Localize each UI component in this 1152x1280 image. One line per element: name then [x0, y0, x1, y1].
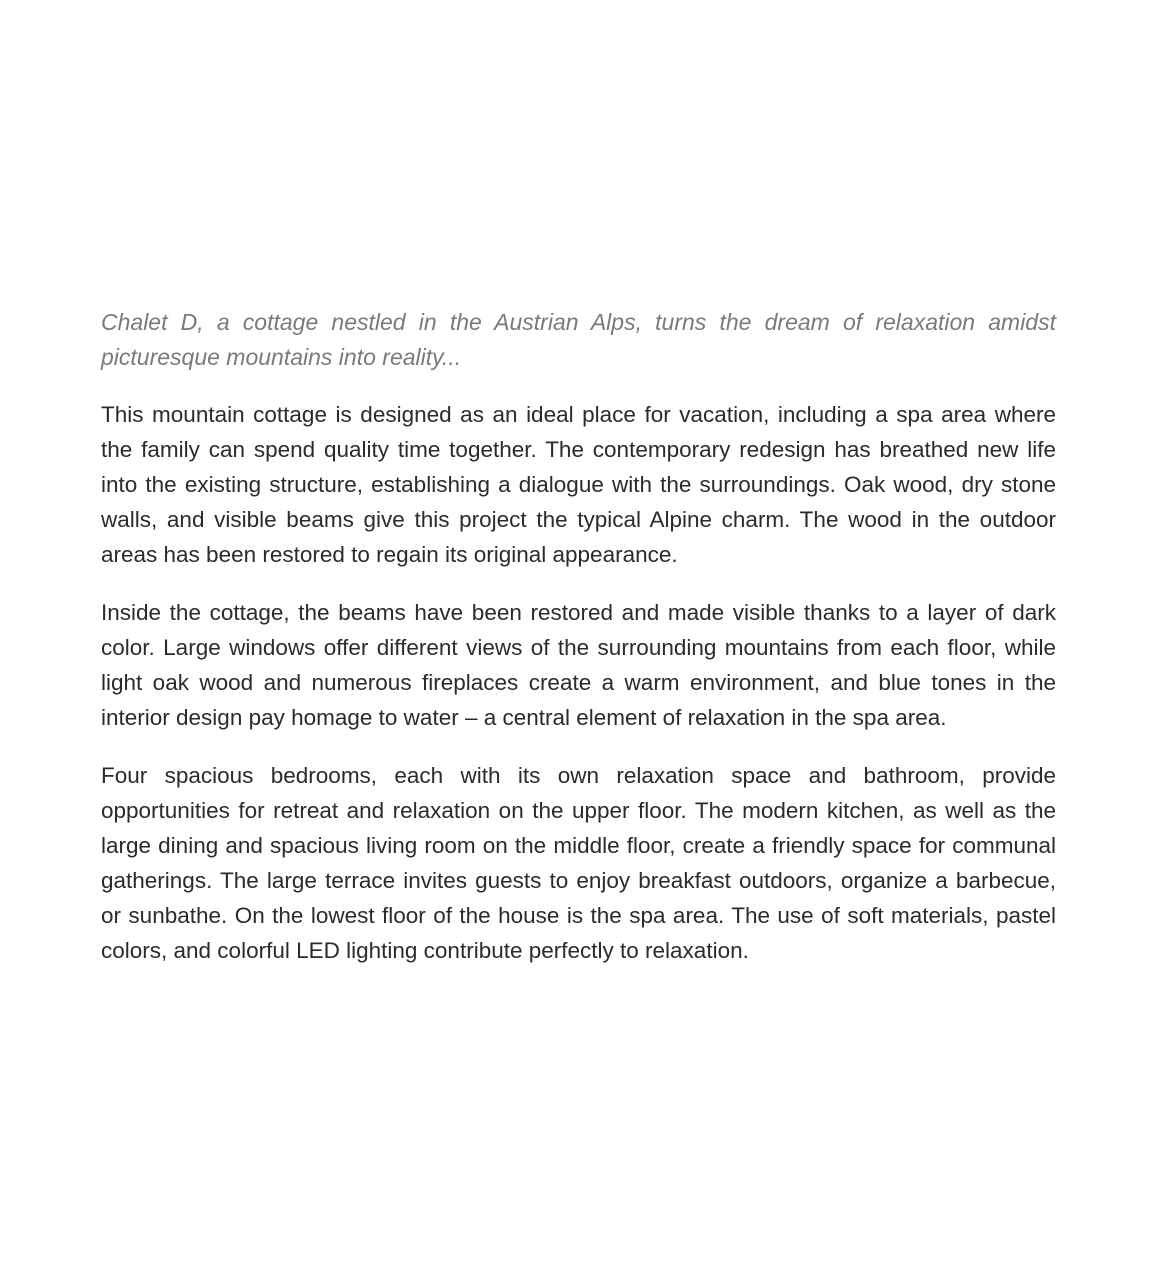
body-paragraph-1: This mountain cottage is designed as an ideal place for vacation, including a spa area where the family can spend quality time together. The contemporary redesign has breathed new life into the existing structure, establishing a dialogue with the surroundings. Oak wood, dry stone walls, and visible beams give this project the typical Alpine charm. The wood in the outdoor areas has been restored to regain its original appearance.: [101, 402, 1056, 567]
body-paragraph-3: Four spacious bedrooms, each with its own relaxation space and bathroom, provide opportunities for retreat and relaxation on the upper floor. The modern kitchen, as well as the large dining and spacious living room on the middle floor, create a friendly space for communal gatherings. The large terrace invites guests to enjoy breakfast outdoors, organize a barbecue, or sunbathe. On the lowest floor of the house is the spa area. The use of soft materials, pastel colors, and colorful LED lighting contribute perfectly to relaxation.: [101, 763, 1056, 963]
article-body: [101, 305, 1056, 991]
intro-paragraph: Chalet D, a cottage nestled in the Austrian Alps, turns the dream of relaxation amidst picturesque mountains into reality...: [101, 309, 1056, 370]
body-paragraph-2: Inside the cottage, the beams have been restored and made visible thanks to a layer of dark color. Large windows offer different views of the surrounding mountains from each floor, while light oak wood and numerous fireplaces create a warm environment, and blue tones in the interior design pay homage to water – a central element of relaxation in the spa area.: [101, 600, 1056, 730]
